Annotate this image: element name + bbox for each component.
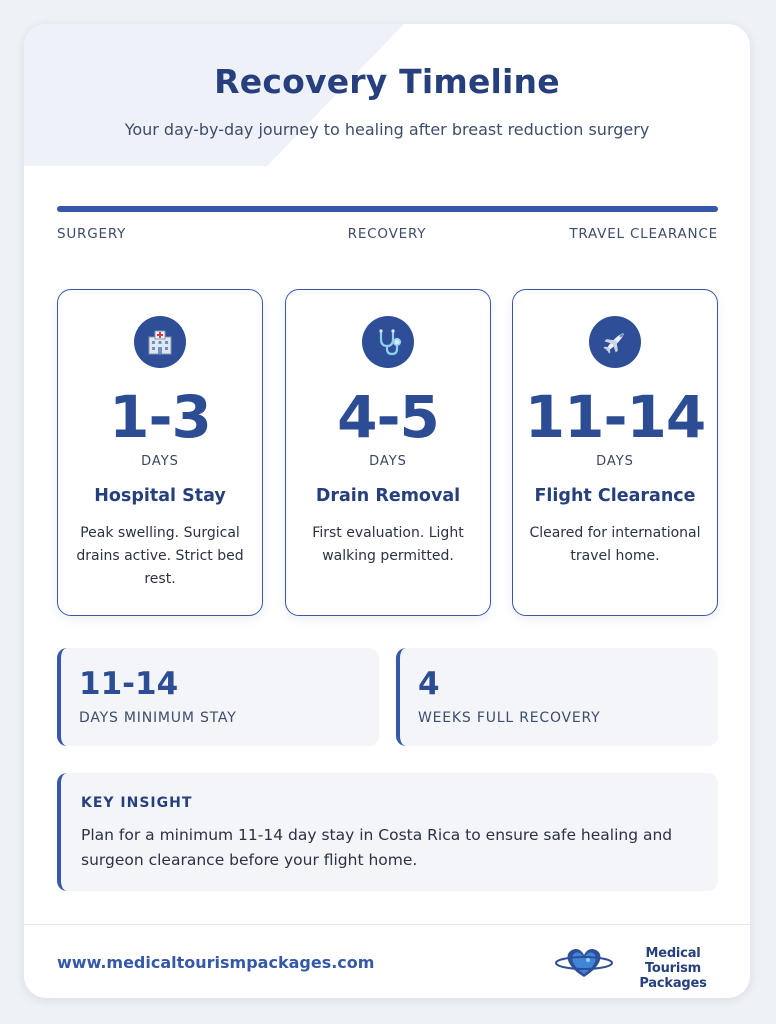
page-subtitle: Your day-by-day journey to healing after breast reduction surgery: [124, 120, 650, 139]
stat-number: 11-14: [79, 666, 179, 702]
progress-track: [57, 206, 718, 212]
timeline-card-hospital-stay: [57, 289, 263, 616]
timeline-days-number: 11-14: [524, 383, 706, 451]
stethoscope-icon: [362, 316, 414, 368]
stat-number: 4: [418, 666, 440, 702]
timeline-stage-description: First evaluation. Light walking permitted.: [312, 525, 464, 564]
timeline-days-unit: DAYS: [369, 454, 407, 469]
recovery-timeline-card: [24, 24, 750, 998]
brand-name: Medical Tourism Packages: [639, 946, 707, 991]
page-title: Recovery Timeline: [214, 62, 560, 101]
stat-minimum-stay: [57, 648, 379, 746]
timeline-days-number: 1-3: [109, 383, 211, 451]
stage-label-recovery: RECOVERY: [347, 226, 427, 242]
heart-globe-logo-icon: [554, 944, 614, 980]
timeline-stage-title: Flight Clearance: [534, 486, 696, 506]
timeline-stage-description: Cleared for international travel home.: [529, 525, 701, 564]
footer-divider: [24, 924, 750, 925]
timeline-card-drain-removal: [285, 289, 491, 616]
timeline-stage-title: Drain Removal: [315, 486, 461, 506]
timeline-stage-description: Peak swelling. Surgical drains active. Strict bed rest.: [76, 525, 244, 587]
stage-label-travel-clearance: TRAVEL CLEARANCE: [569, 226, 718, 242]
timeline-days-unit: DAYS: [141, 454, 179, 469]
insight-body: Plan for a minimum 11-14 day stay in Costa Rica to ensure safe healing and surgeon clearance before your flight home.: [81, 826, 673, 869]
timeline-days-unit: DAYS: [596, 454, 634, 469]
timeline-stage-title: Hospital Stay: [94, 486, 226, 506]
airplane-icon: [589, 316, 641, 368]
progress-fill: [57, 206, 718, 212]
insight-heading: KEY INSIGHT: [81, 795, 193, 811]
stat-label: DAYS MINIMUM STAY: [79, 710, 237, 726]
timeline-card-flight-clearance: [512, 289, 718, 616]
stage-label-surgery: SURGERY: [57, 226, 127, 242]
timeline-days-number: 4-5: [337, 383, 439, 451]
stat-full-recovery: [396, 648, 718, 746]
hospital-icon: [134, 316, 186, 368]
website-link[interactable]: www.medicaltourismpackages.com: [57, 953, 375, 972]
stat-label: WEEKS FULL RECOVERY: [418, 710, 601, 726]
brand-logo: [554, 942, 724, 991]
key-insight-box: [57, 773, 718, 891]
